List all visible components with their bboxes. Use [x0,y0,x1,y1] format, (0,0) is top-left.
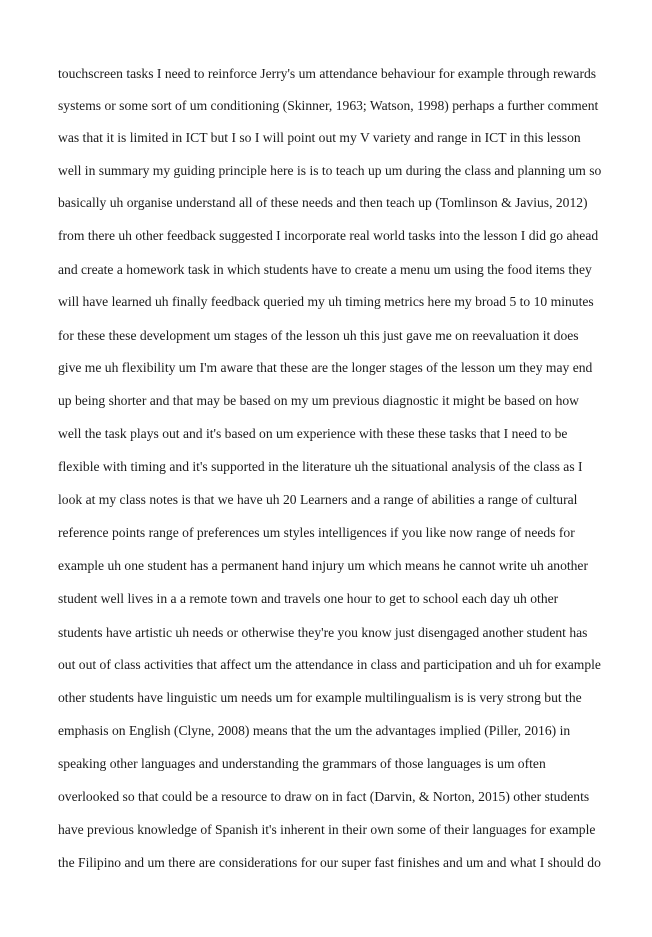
text-line: systems or some sort of um conditioning (Skinner, 1963; Watson, 1998) perhaps a further comment [58,98,599,113]
text-line: other students have linguistic um needs um for example multilingualism is is very strong but the [58,690,582,705]
text-line: touchscreen tasks I need to reinforce Jerry's um attendance behaviour for example through rewards [58,66,597,81]
text-line: give me uh flexibility um I'm aware that these are the longer stages of the lesson um they may end [58,360,593,375]
text-line: flexible with timing and it's supported in the literature uh the situational analysis of the class as I [58,459,583,474]
text-line: will have learned uh finally feedback queried my uh timing metrics here my broad 5 to 10 minutes [58,294,594,309]
text-line: look at my class notes is that we have uh 20 Learners and a range of abilities a range of cultural [58,492,578,507]
text-line: student well lives in a a remote town and travels one hour to get to school each day uh other [58,591,559,606]
text-line: and create a homework task in which students have to create a menu um using the food items they [58,262,592,277]
text-line: example uh one student has a permanent hand injury um which means he cannot write uh another [58,558,588,573]
text-line: basically uh organise understand all of these needs and then teach up (Tomlinson & Javius, 2012) [58,195,588,210]
text-line: was that it is limited in ICT but I so I will point out my V variety and range in ICT in this lesson [58,130,581,145]
text-line: up being shorter and that may be based on my um previous diagnostic it might be based on how [58,393,579,408]
text-line: overlooked so that could be a resource to draw on in fact (Darvin, & Norton, 2015) other students [58,789,590,804]
text-line: out out of class activities that affect um the attendance in class and participation and uh for example [58,657,601,672]
text-line: from there uh other feedback suggested I incorporate real world tasks into the lesson I did go ahead [58,228,599,243]
text-line: well in summary my guiding principle here is is to teach up um during the class and planning um so [58,163,602,178]
text-line: the Filipino and um there are considerations for our super fast finishes and um and what I should do [58,855,601,870]
text-line: well the task plays out and it's based on um experience with these these tasks that I need to be [58,426,568,441]
text-line: students have artistic uh needs or otherwise they're you know just disengaged another student has [58,625,588,640]
text-line: reference points range of preferences um styles intelligences if you like now range of needs for [58,525,575,540]
text-line: speaking other languages and understanding the grammars of those languages is um often [58,756,546,771]
text-line: for these these development um stages of the lesson uh this just gave me on reevaluation it does [58,328,579,343]
text-line: emphasis on English (Clyne, 2008) means that the um the advantages implied (Piller, 2016) in [58,723,571,738]
text-line: have previous knowledge of Spanish it's inherent in their own some of their languages for example [58,822,596,837]
